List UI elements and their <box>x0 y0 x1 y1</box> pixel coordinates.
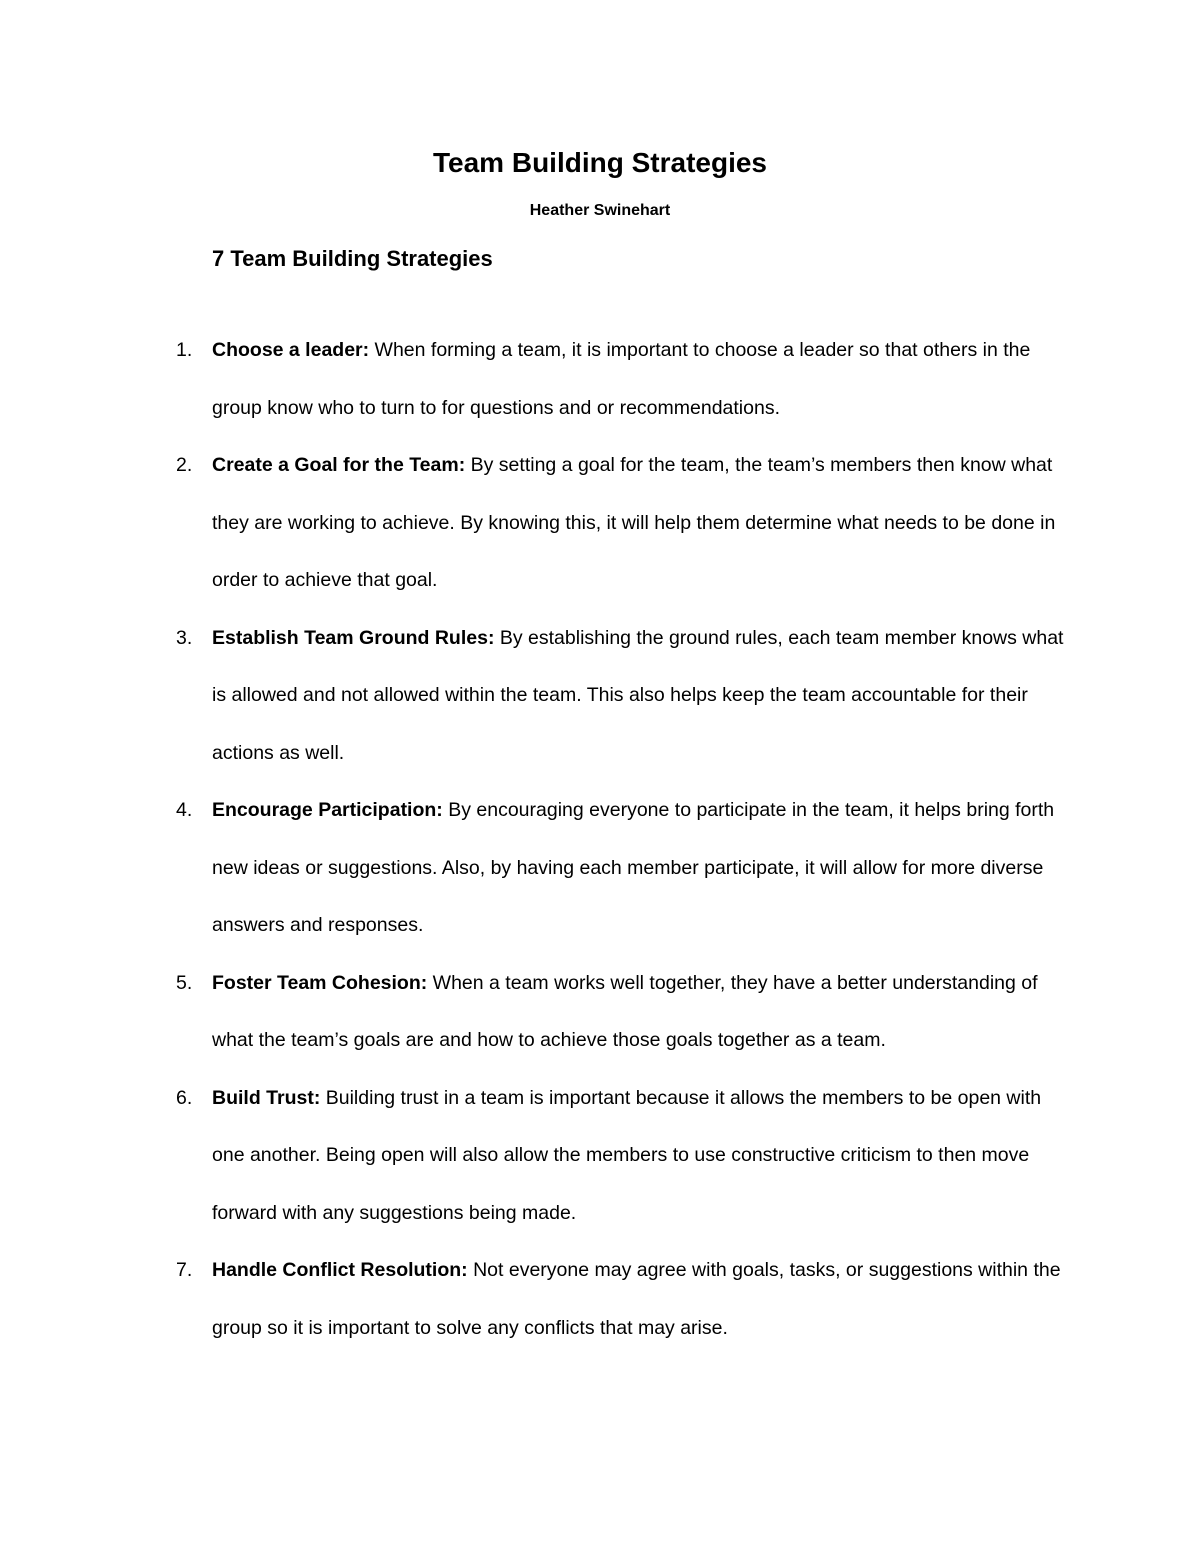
strategy-item-1 <box>0 322 1200 437</box>
strategy-item-7 <box>0 1242 1200 1357</box>
document-author: Heather Swinehart <box>529 202 671 219</box>
strategy-term: Build Trust: <box>212 1086 321 1109</box>
list-number: 7. <box>176 1259 193 1281</box>
strategy-text: Building trust in a team is important because it allows the members to be open with one another. Being open will also allow the members to use constructive criticism to then move forward with any suggestions being made. <box>212 1086 1042 1224</box>
list-number: 3. <box>176 626 193 649</box>
strategy-body <box>212 1070 1072 1243</box>
strategy-body <box>212 955 1072 1070</box>
strategy-term: Create a Goal for the Team: <box>212 454 466 476</box>
strategy-text: By establishing the ground rules, each team member knows what is allowed and not allowed within the team. This also helps keep the team accountable for their actions as well. <box>212 626 1064 764</box>
strategy-body <box>212 322 1072 437</box>
strategy-item-3 <box>0 610 1200 783</box>
strategy-term: Encourage Participation: <box>212 799 443 821</box>
strategy-term: Choose a leader: <box>212 339 370 361</box>
strategy-text: By setting a goal for the team, the team’s members then know what they are working to achieve. By knowing this, it will help them determine what needs to be done in order to achieve that goal. <box>212 454 1056 591</box>
strategy-body <box>212 1242 1072 1357</box>
strategy-text: By encouraging everyone to participate in the team, it helps bring forth new ideas or suggestions. Also, by having each member participate, it will allow for more diverse answers and responses. <box>212 799 1055 936</box>
strategy-body <box>212 610 1072 783</box>
strategy-body <box>212 437 1072 610</box>
list-number: 5. <box>176 971 193 994</box>
strategy-item-2 <box>0 437 1200 610</box>
strategy-term: Foster Team Cohesion: <box>212 971 428 994</box>
list-number: 4. <box>176 799 193 821</box>
strategy-list <box>0 322 1200 1357</box>
strategy-item-6 <box>0 1070 1200 1243</box>
strategy-text: Not everyone may agree with goals, tasks, or suggestions within the group so it is important to solve any conflicts that may arise. <box>212 1259 1061 1339</box>
strategy-item-4 <box>0 782 1200 955</box>
strategy-body <box>212 782 1072 955</box>
list-number: 2. <box>176 454 193 476</box>
strategy-text: When forming a team, it is important to choose a leader so that others in the group know who to turn to for questions and or recommendations. <box>212 339 1031 419</box>
list-number: 6. <box>176 1086 193 1109</box>
strategy-text: When a team works well together, they have a better understanding of what the team’s goals are and how to achieve those goals together as a team. <box>212 971 1038 1051</box>
strategy-term: Handle Conflict Resolution: <box>212 1259 468 1281</box>
list-number: 1. <box>176 339 193 361</box>
document-title: Team Building Strategies <box>433 147 767 178</box>
strategy-term: Establish Team Ground Rules: <box>212 626 495 649</box>
strategy-item-5 <box>0 955 1200 1070</box>
section-heading: 7 Team Building Strategies <box>212 246 493 271</box>
